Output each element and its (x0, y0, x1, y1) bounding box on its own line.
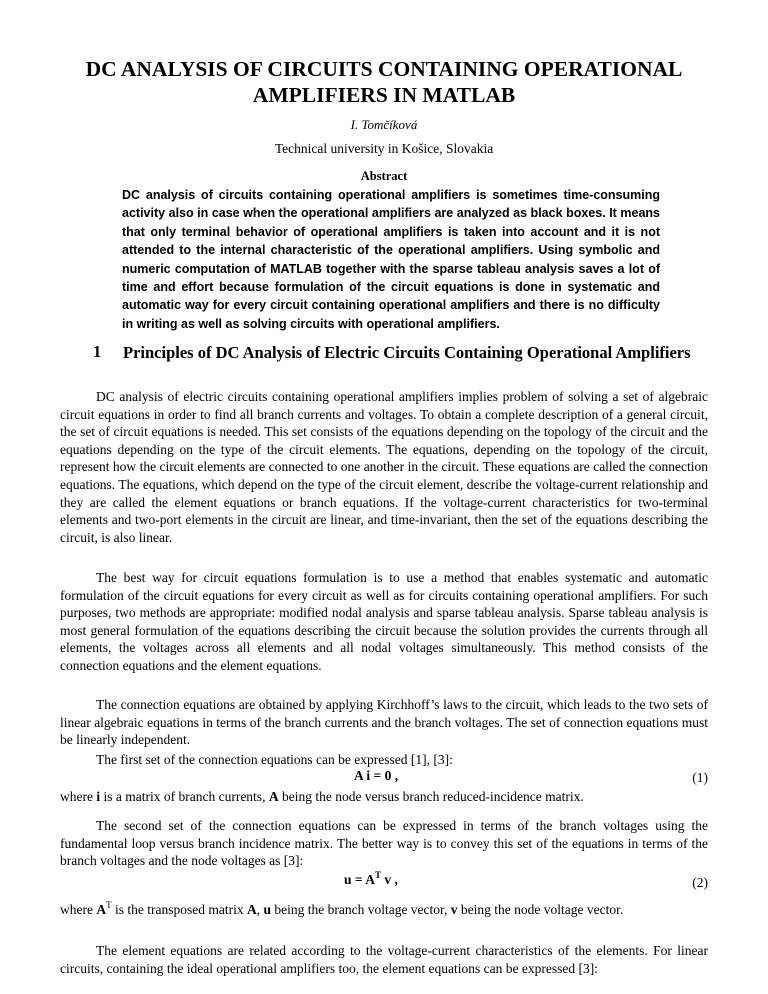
section-number: 1 (93, 342, 102, 361)
paragraph-3: The connection equations are obtained by applying Kirchhoff’s laws to the circuit, which leads to the two sets of linear algebraic equations in terms of the branch currents and the branch voltages. The set of connection equations must be linearly independent. (60, 697, 708, 748)
equation-2-number: (2) (692, 875, 708, 890)
paragraph-2: The best way for circuit equations formulation is to use a method that enables systematic and automatic formulation of the circuit equations for every circuit as well as for circuits containing operational amplifiers. For such purposes, two methods are appropriate: modified nodal analysis and sparse tableau analysis. Sparse tableau analysis is most general formulation of the equations describing the circuit because the solution provides the currents through all elements, the voltages across all elements and all nodal voltages simultaneously. This method consists of the connection equations and the element equations. (60, 570, 708, 673)
paper-title: DC ANALYSIS OF CIRCUITS CONTAINING OPERATIONAL AMPLIFIERS IN MATLAB (85, 57, 683, 107)
paragraph-6: The element equations are related according to the voltage-current characteristics of the elements. For linear circuits, containing the ideal operational amplifiers too, the element equations can be expressed [3]: (60, 943, 708, 976)
abstract-text: DC analysis of circuits containing operational amplifiers is sometimes time-consuming activity also in case when the operational amplifiers are analyzed as black boxes. It means that only terminal behavior of operational amplifiers is taken into account and it is not attended to the internal characteristic of the operational amplifiers. Using symbolic and numeric computation of MATLAB together with the sparse tableau analysis saves a lot of time and effort because formulation of the circuit equations is done in systematic and automatic way for every circuit containing operational amplifiers and there is no difficulty in writing as well as solving circuits with operational amplifiers. (122, 188, 660, 331)
paragraph-4: The first set of the connection equations can be expressed [1], [3]: (96, 752, 453, 767)
author-name: I. Tomčíková (350, 117, 418, 132)
equation-1-number: (1) (692, 770, 708, 785)
equation-1: A i = 0 , (354, 768, 399, 783)
paragraph-1: DC analysis of electric circuits containing operational amplifiers implies problem of solving a set of algebraic circuit equations in order to find all branch currents and voltages. To obtain a complete description of a general circuit, the set of circuit equations is needed. This set consists of the equations depending on the topology of the circuit and the equations depending on the type of the circuit elements. The equations, depending on the topology of the circuit, represent how the circuit elements are connected to one another in the circuit. These equations are called the connection equations. The equations, which depend on the type of the circuit element, describe the voltage-current relationship and they are called the element equations or branch equations. If the voltage-current characteristics for two-terminal elements and two-port elements in the circuit are linear, and time-invariant, then the set of the equations describing the circuit, is also linear. (60, 389, 708, 545)
paragraph-5: The second set of the connection equations can be expressed in terms of the branch voltages using the fundamental loop versus branch incidence matrix. The better way is to convey this set of the equations in terms of the branch voltages and the node voltages as [3]: (60, 818, 708, 869)
equation-2-explanation: where $A^T$ is the transposed matrix A, u being the branch voltage vector, v being the node voltage vector. (60, 900, 624, 917)
section-title: Principles of DC Analysis of Electric Circuits Containing Operational Amplifiers (123, 343, 691, 362)
abstract-heading: Abstract (360, 169, 408, 183)
equation-1-explanation: where i is a matrix of branch currents, A being the node versus branch reduced-incidence matrix. (60, 789, 584, 804)
equation-2: $u = A^T$ v , (344, 870, 398, 887)
author-affiliation: Technical university in Košice, Slovakia (274, 141, 494, 156)
